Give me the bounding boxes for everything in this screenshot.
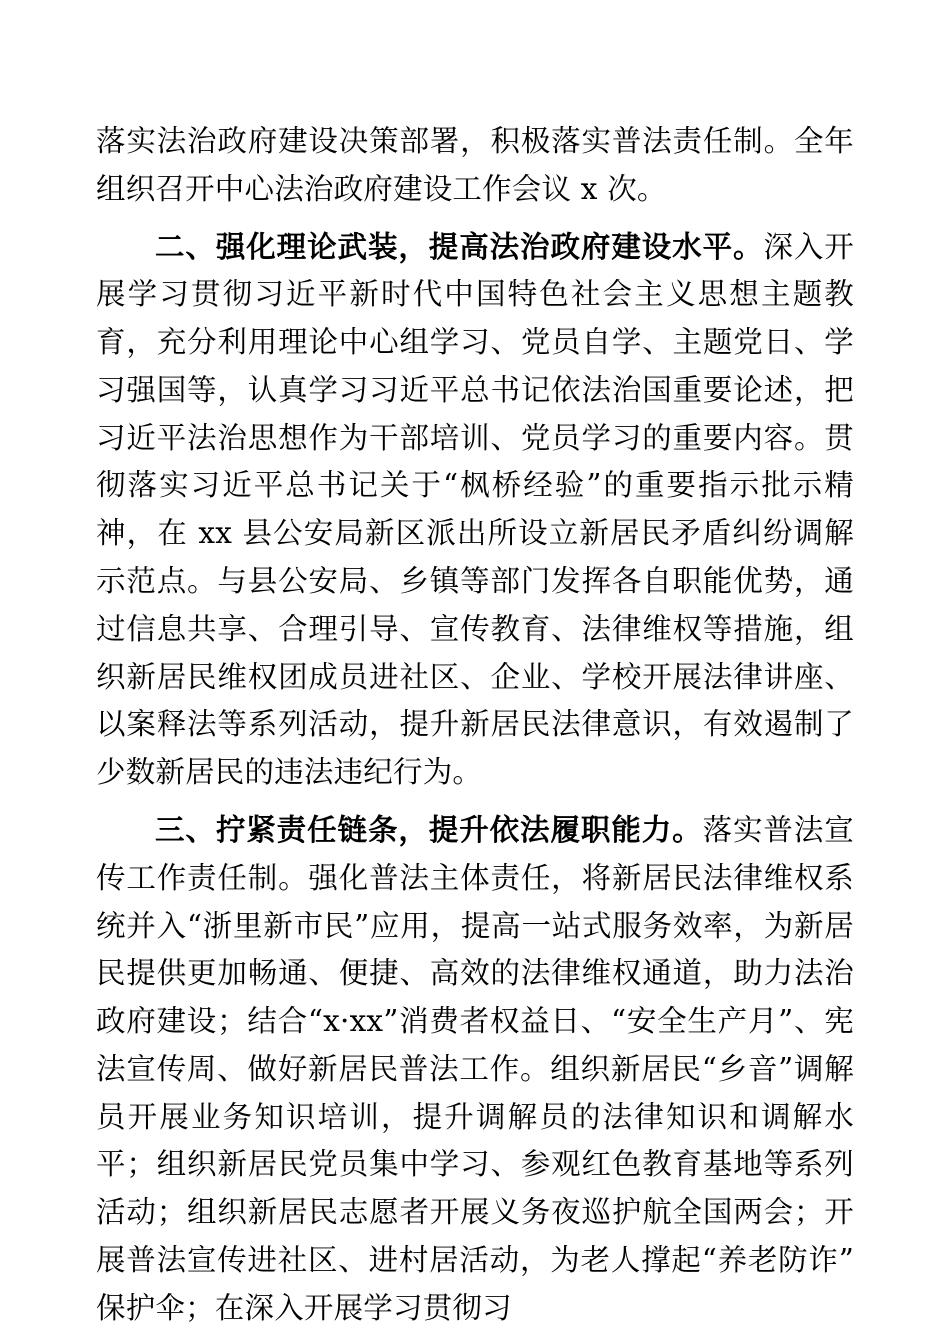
paragraph-continuation bbox=[96, 118, 854, 214]
paragraph-text: 落实法治政府建设决策部署，积极落实普法责任制。全年组织召开中心法治政府建设工作会议 x 次。 bbox=[96, 124, 854, 206]
paragraph-text: 深入开展学习贯彻习近平新时代中国特色社会主义思想主题教育，充分利用理论中心组学习、党员自学、主题党日、学习强国等，认真学习习近平总书记依法治国重要论述，把习近平法治思想作为干部培训、党员学习的重要内容。贯彻落实习近平总书记关于“枫桥经验”的重要指示批示精神，在 xx 县公安局新区派出所设立新居民矛盾纠纷调解示范点。与县公安局、乡镇等部门发挥各自职能优势，通过信息共享、合理引导、宣传教育、法律维权等措施，组织新居民维权团成员进社区、企业、学校开展法律讲座、以案释法等系列活动，提升新居民法律意识，有效遏制了少数新居民的违法违纪行为。 bbox=[96, 229, 854, 790]
paragraph-text: 落实普法宣传工作责任制。强化普法主体责任，将新居民法律维权系统并入“浙里新市民”应用，提高一站式服务效率，为新居民提供更加畅通、便捷、高效的法律维权通道，助力法治政府建设；结合“x·xx”消费者权益日、“安全生产月”、宪法宣传周、做好新居民普法工作。组织新居民“乡音”调解员开展业务知识培训，提升调解员的法律知识和调解水平；组织新居民党员集中学习、参观红色教育基地等系列活动；组织新居民志愿者开展义务夜巡护航全国两会；开展普法宣传进社区、进村居活动，为老人撑起“养老防诈”保护伞；在深入开展学习贯彻习 bbox=[96, 812, 854, 1325]
section-heading-two: 二、强化理论武装，提高法治政府建设水平。 bbox=[155, 228, 764, 264]
section-heading-three: 三、拧紧责任链条，提升依法履职能力。 bbox=[155, 811, 703, 847]
document-body bbox=[96, 118, 854, 1333]
paragraph-section-three bbox=[96, 806, 854, 1333]
paragraph-section-two bbox=[96, 223, 854, 797]
